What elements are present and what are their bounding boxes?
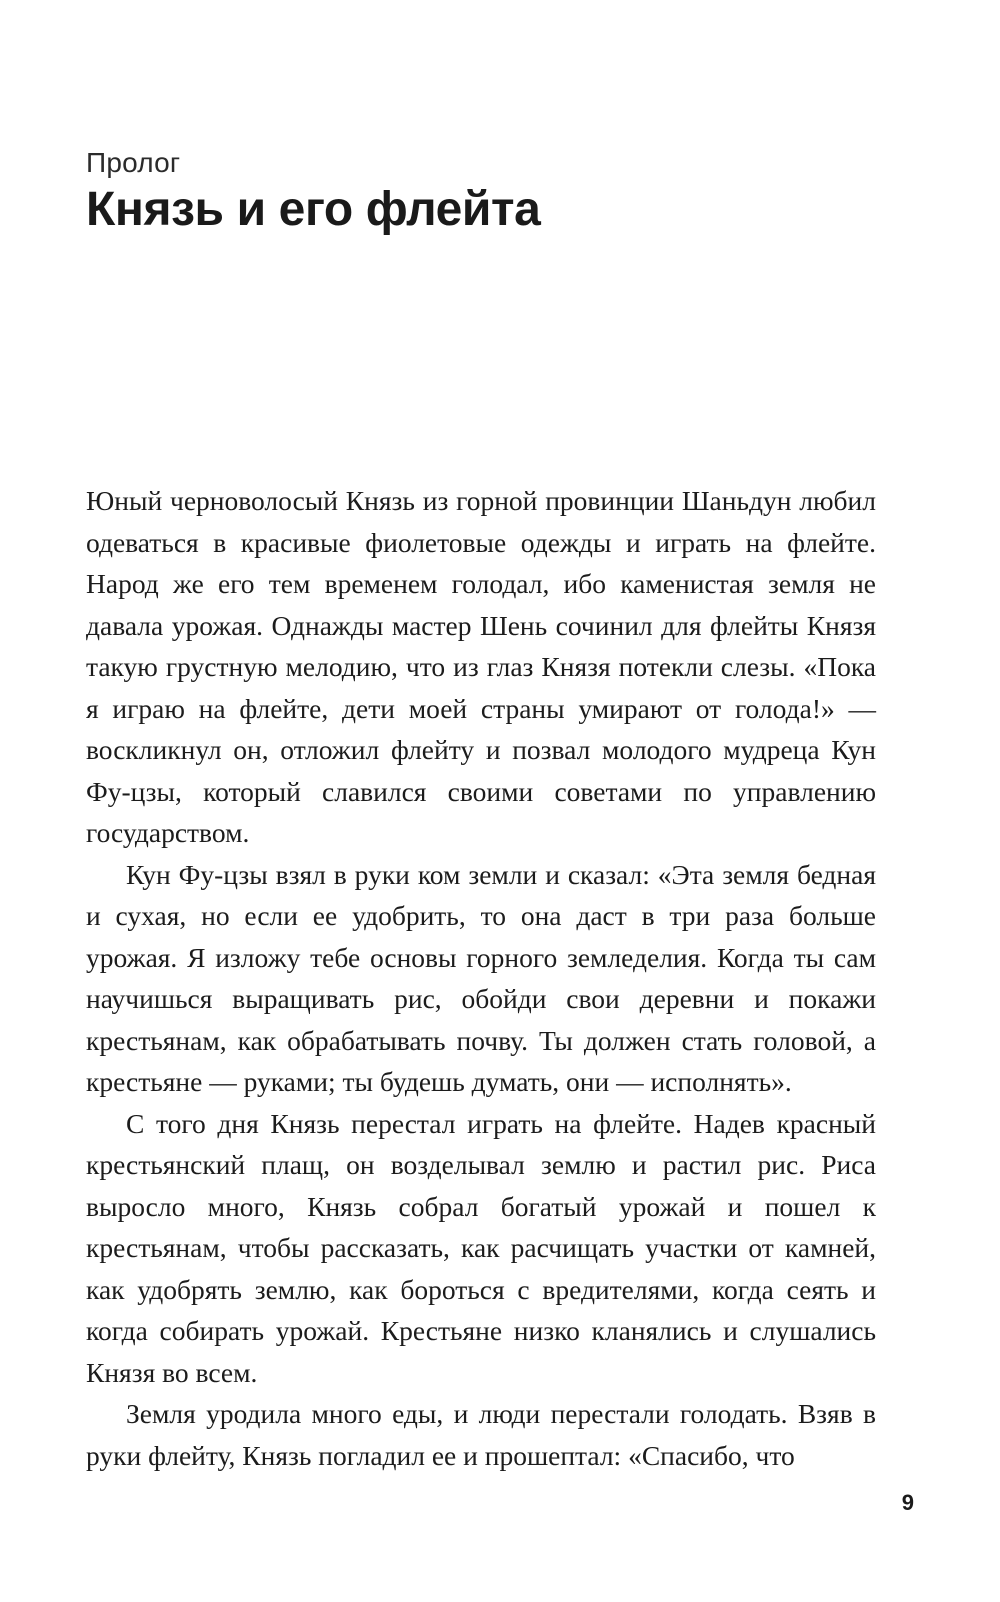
chapter-eyebrow: Пролог bbox=[86, 147, 181, 178]
paragraph: Кун Фу-цзы взял в руки ком земли и сказал: «Эта земля бедная и сухая, но если ее удобрить, то она даст в три раза больше урожая. Я изложу тебе основы горного земледелия. Когда ты сам научишься выращивать рис, обойди свои деревни и покажи крестьянам, как обрабатывать почву. Ты должен стать головой, а крестьяне — руками; ты будешь думать, они — исполнять». bbox=[86, 858, 876, 1097]
paragraph: Юный черноволосый Князь из горной провинции Шаньдун любил одеваться в красивые фиолетовые одежды и играть на флейте. Народ же его тем временем голодал, ибо каменистая земля не давала урожая. Однажды мастер Шень сочинил для флейты Князя такую грустную мелодию, что из глаз Князя потекли слезы. «Пока я играю на флейте, дети моей страны умирают от голода!» — воскликнул он, отложил флейту и позвал молодого мудреца Кун Фу-цзы, который славился своими советами по управлению государством. bbox=[86, 485, 876, 848]
chapter-heading bbox=[86, 148, 876, 237]
page-number: 9 bbox=[901, 1490, 914, 1515]
paragraph: С того дня Князь перестал играть на флейте. Надев красный крестьянский плащ, он возделывал землю и растил рис. Риса выросло много, Князь собрал богатый урожай и пошел к крестьянам, чтобы рассказать, как расчищать участки от камней, как удобрять землю, как бороться с вредителями, когда сеять и когда собирать урожай. Крестьяне низко кланялись и слушались Князя во всем. bbox=[86, 1107, 876, 1388]
paragraph: Земля уродила много еды, и люди перестали голодать. Взяв в руки флейту, Князь погладил ее и прошептал: «Спасибо, что bbox=[86, 1398, 876, 1471]
page-title: Князь и его флейта bbox=[86, 182, 541, 236]
page-content bbox=[86, 0, 876, 1602]
body-text bbox=[86, 480, 876, 1476]
